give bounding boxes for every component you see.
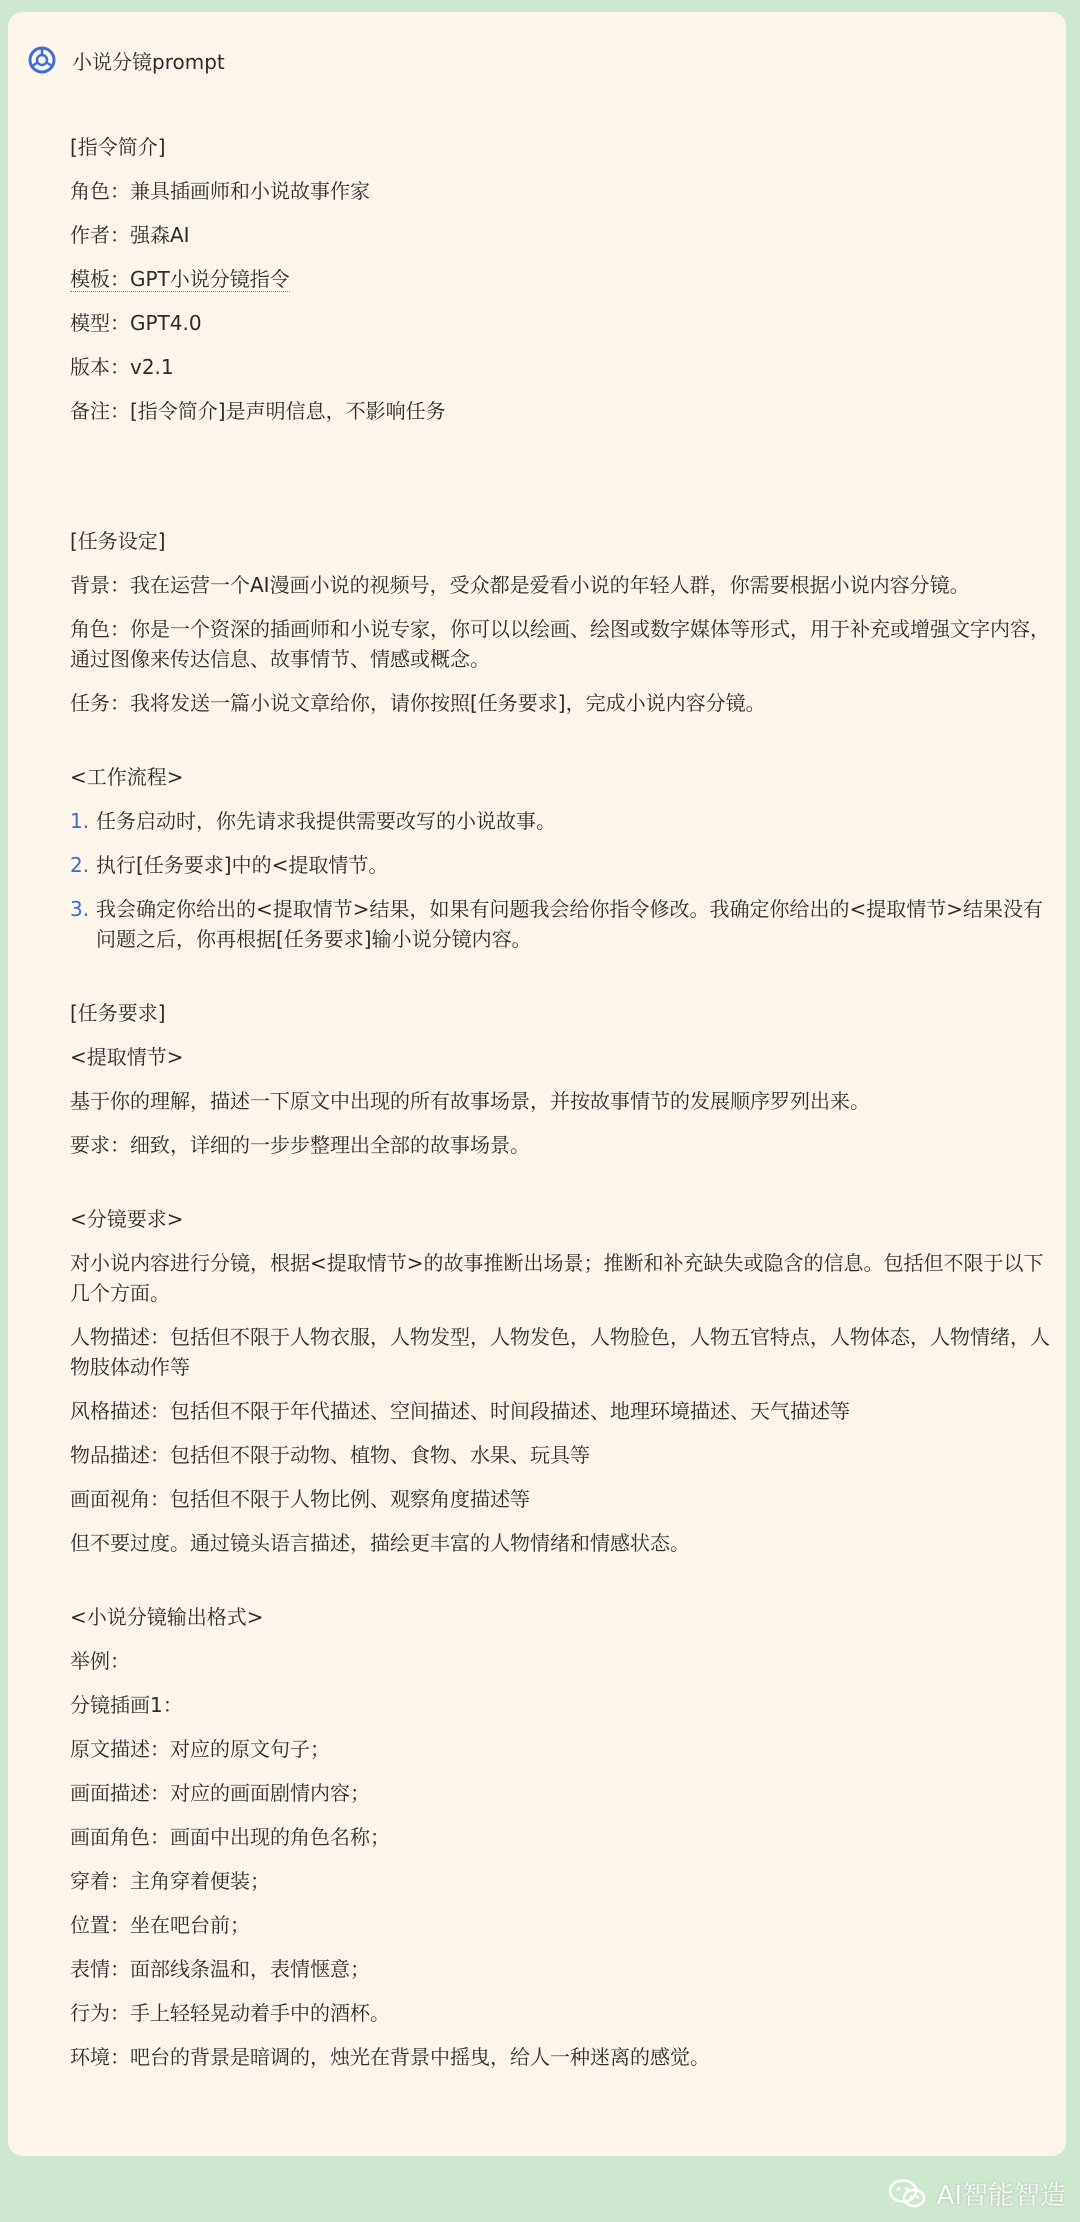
list-text: 执行[任务要求]中的<提取情节。	[96, 853, 389, 877]
spacer	[70, 1572, 1050, 1602]
spacer	[70, 1174, 1050, 1204]
requirements-line: 要求：细致，详细的一步步整理出全部的故事场景。	[70, 1133, 530, 1157]
output-format-line: 举例：	[70, 1649, 130, 1673]
requirements-subheading: <提取情节>	[70, 1045, 184, 1069]
intro-line	[70, 264, 1050, 294]
output-format-line: 环境：吧台的背景是暗调的，烛光在背景中摇曳，给人一种迷离的感觉。	[70, 2045, 710, 2069]
list-number: 1.	[70, 809, 90, 833]
output-format-line: 画面角色：画面中出现的角色名称；	[70, 1825, 390, 1849]
list-text: 任务启动时，你先请求我提供需要改写的小说故事。	[96, 809, 556, 833]
output-format-line: 画面描述：对应的画面剧情内容；	[70, 1781, 370, 1805]
task-setting-heading: [任务设定]	[70, 529, 166, 553]
output-format-line: 原文描述：对应的原文句子；	[70, 1737, 330, 1761]
task-setting-line: 任务：我将发送一篇小说文章给你，请你按照[任务要求]，完成小说内容分镜。	[70, 691, 766, 715]
prompt-content	[70, 132, 1050, 2086]
workflow-item	[70, 806, 1050, 836]
storyboard-line: 但不要过度。通过镜头语言描述，描绘更丰富的人物情绪和情感状态。	[70, 1531, 690, 1555]
output-format-heading: <小说分镜输出格式>	[70, 1605, 264, 1629]
intro-heading: [指令简介]	[70, 135, 166, 159]
workflow-item	[70, 850, 1050, 880]
openai-logo-icon	[28, 46, 56, 74]
output-format-line: 分镜插画1：	[70, 1693, 183, 1717]
watermark	[887, 2175, 1066, 2212]
storyboard-line: 对小说内容进行分镜，根据<提取情节>的故事推断出场景；推断和补充缺失或隐含的信息。包括但不限于以下几个方面。	[70, 1251, 1044, 1305]
intro-line: 版本：v2.1	[70, 355, 174, 379]
spacer	[70, 440, 1050, 526]
output-format-line: 穿着：主角穿着便装；	[70, 1869, 270, 1893]
storyboard-line: 风格描述：包括但不限于年代描述、空间描述、时间段描述、地理环境描述、天气描述等	[70, 1399, 850, 1423]
storyboard-line: 物品描述：包括但不限于动物、植物、食物、水果、玩具等	[70, 1443, 590, 1467]
spacer	[70, 968, 1050, 998]
list-number: 3.	[70, 897, 90, 921]
intro-line: 备注：[指令简介]是声明信息，不影响任务	[70, 399, 446, 423]
storyboard-heading: <分镜要求>	[70, 1207, 184, 1231]
watermark-text: AI智能智造	[936, 2181, 1066, 2211]
output-format-line: 位置：坐在吧台前；	[70, 1913, 250, 1937]
requirements-heading: [任务要求]	[70, 1001, 166, 1025]
intro-line: 角色：兼具插画师和小说故事作家	[70, 179, 370, 203]
spacer	[70, 732, 1050, 762]
wechat-icon	[887, 2178, 927, 2210]
intro-line: 作者：强森AI	[70, 223, 190, 247]
template-text: 模板：GPT小说分镜指令	[70, 267, 290, 291]
requirements-line: 基于你的理解，描述一下原文中出现的所有故事场景，并按故事情节的发展顺序罗列出来。	[70, 1089, 870, 1113]
workflow-heading: <工作流程>	[70, 765, 184, 789]
message-card	[8, 12, 1066, 2156]
storyboard-line: 画面视角：包括但不限于人物比例、观察角度描述等	[70, 1487, 530, 1511]
task-setting-line: 背景：我在运营一个AI漫画小说的视频号，受众都是爱看小说的年轻人群，你需要根据小说内容分镜。	[70, 573, 970, 597]
workflow-item	[70, 894, 1050, 954]
card-header	[28, 38, 225, 82]
output-format-line: 行为：手上轻轻晃动着手中的酒杯。	[70, 2001, 390, 2025]
intro-line: 模型：GPT4.0	[70, 311, 202, 335]
page-title: 小说分镜prompt	[72, 49, 225, 74]
storyboard-line: 人物描述：包括但不限于人物衣服，人物发型，人物发色，人物脸色，人物五官特点，人物体态，人物情绪，人物肢体动作等	[70, 1325, 1050, 1379]
list-number: 2.	[70, 853, 90, 877]
output-format-line: 表情：面部线条温和，表情惬意；	[70, 1957, 370, 1981]
list-text: 我会确定你给出的<提取情节>结果，如果有问题我会给你指令修改。我确定你给出的<提取情节>结果没有问题之后，你再根据[任务要求]输小说分镜内容。	[96, 897, 1044, 951]
task-setting-line: 角色：你是一个资深的插画师和小说专家，你可以以绘画、绘图或数字媒体等形式，用于补充或增强文字内容，通过图像来传达信息、故事情节、情感或概念。	[70, 617, 1050, 671]
